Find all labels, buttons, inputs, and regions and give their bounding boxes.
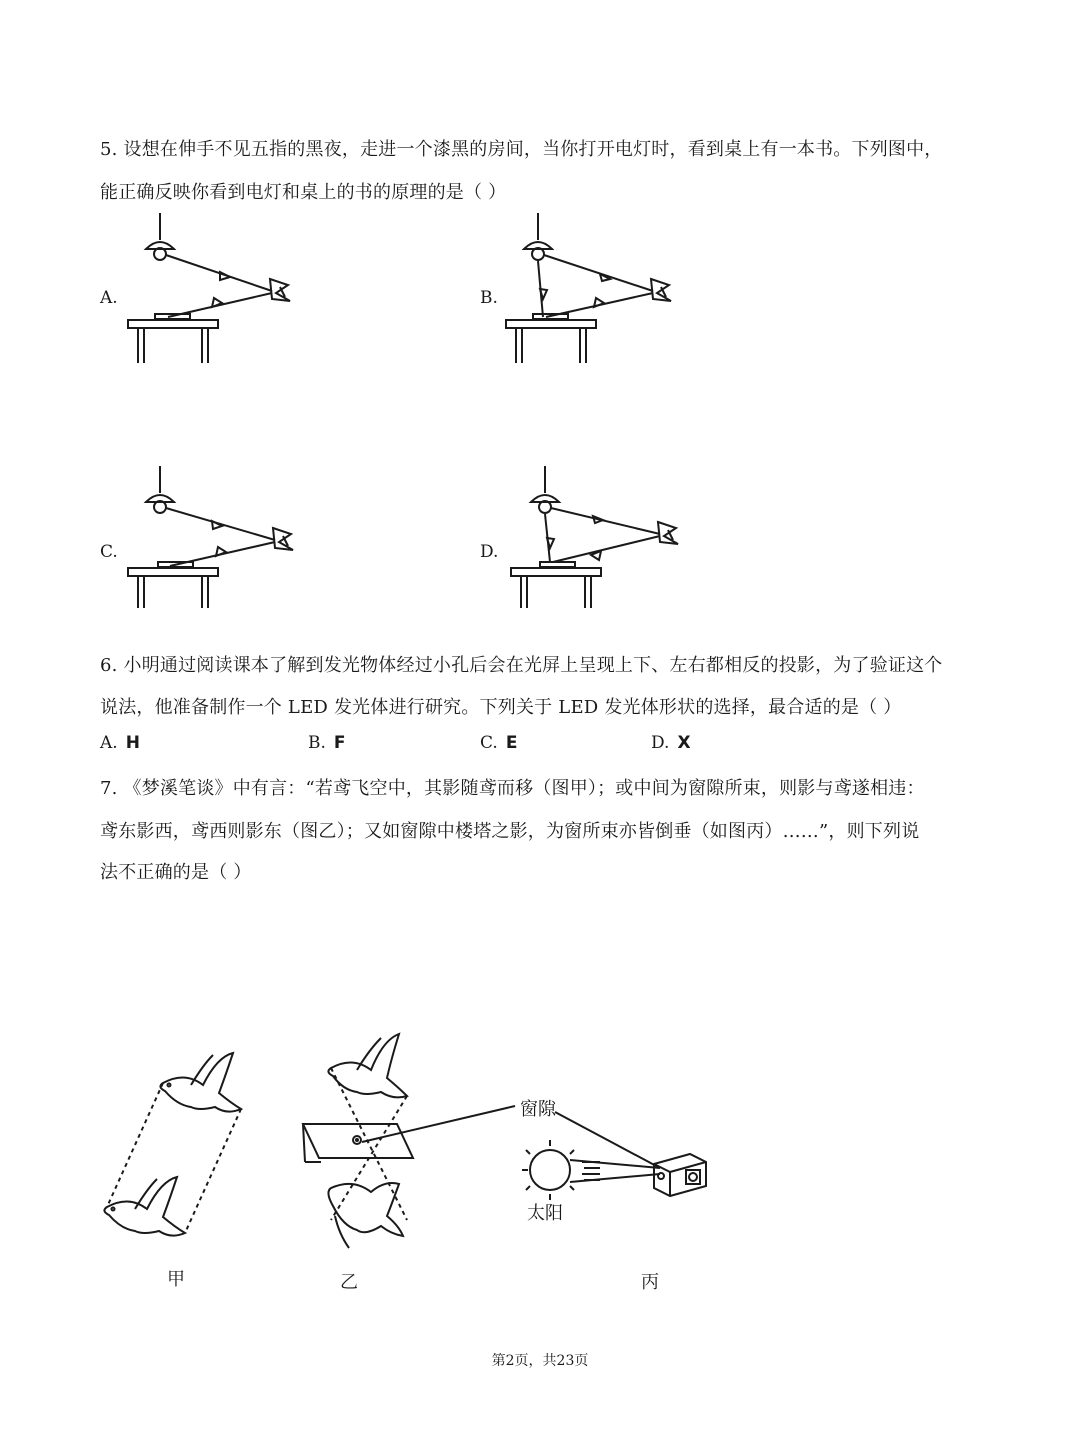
q5-option-c-figure [120,458,310,628]
page-footer: 第2页，共23页 [491,1353,589,1369]
q6-option-b-shape: F [333,733,346,753]
label-window-gap: 窗隙 [520,1099,556,1120]
q6-option-d [651,733,691,753]
q6-line-2: 说法，他准备制作一个 LED 发光体进行研究。下列关于 LED 发光体形状的选择，最合适的是（ ） [100,697,902,718]
q5-option-d-label: D. [480,542,499,562]
q7-line-2: 鸢东影西，鸢西则影东（图乙）；又如窗隙中楼塔之影，为窗所束亦皆倒垂（如图丙）……”，则下列说 [100,821,920,842]
q6-option-a-shape: H [125,733,140,753]
q5-line-2: 能正确反映你看到电灯和桌上的书的原理的是（ ） [100,182,507,203]
q7-line-3: 法不正确的是（ ） [100,862,252,883]
q6-option-c-shape: E [505,733,518,753]
q5-line-1: 5. 设想在伸手不见五指的黑夜，走进一个漆黑的房间，当你打开电灯时，看到桌上有一本书。下列图中， [100,139,943,160]
q6-option-c [480,733,517,753]
q7-line-1: 7. 《梦溪笔谈》中有言：“若鸢飞空中，其影随鸢而移（图甲）；或中间为窗隙所束，则影与鸢遂相违： [100,778,925,799]
q5-option-a-label: A. [100,288,118,308]
caption-bing: 丙 [641,1272,659,1293]
q6-line-1: 6. 小明通过阅读课本了解到发光物体经过小孔后会在光屏上呈现上下、左右都相反的投影，为了验证这个 [100,655,943,676]
q6-option-b-label: B. [308,733,326,753]
q5-option-b-label: B. [480,288,498,308]
q6-option-d-label: D. [651,733,670,753]
caption-jia: 甲 [167,1269,185,1290]
q6-option-b [308,733,346,753]
figure-jia-drawing [95,1035,255,1255]
q5-option-c-label: C. [100,542,118,562]
q5-option-a-figure [120,205,310,375]
q6-option-a [100,733,140,753]
caption-yi: 乙 [340,1272,358,1293]
q5-option-d-figure [505,458,695,628]
q6-option-d-shape: X [677,733,691,753]
q5-option-b-figure [498,205,688,375]
q6-option-a-label: A. [100,733,118,753]
q6-option-c-label: C. [480,733,498,753]
label-sun: 太阳 [527,1203,563,1224]
